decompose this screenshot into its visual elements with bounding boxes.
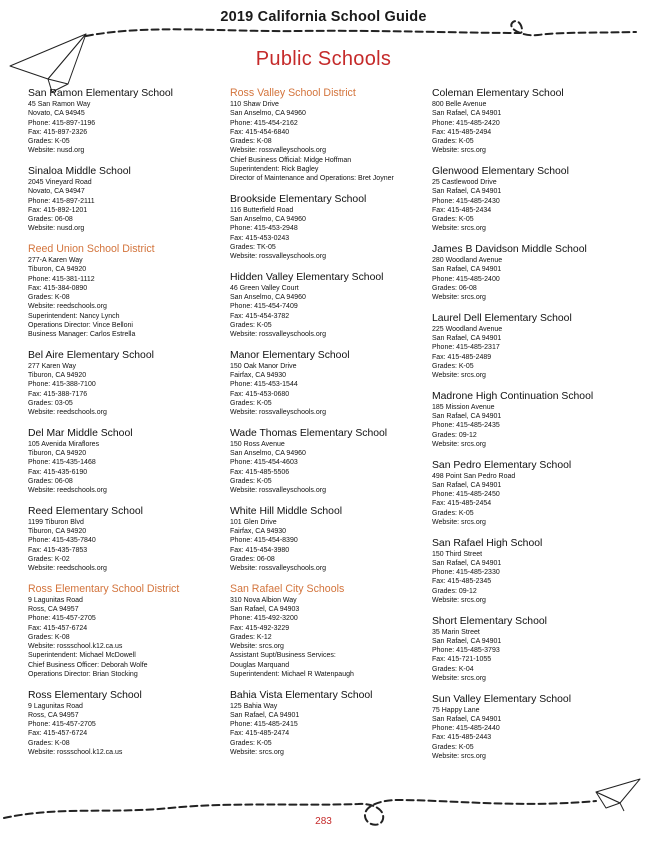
entry-detail-line: San Rafael, CA 94901 xyxy=(432,559,502,567)
district-entry xyxy=(230,87,435,183)
entry-detail-line: Fax: 415-485-2345 xyxy=(432,578,492,586)
entry-detail-line: 2045 Vineyard Road xyxy=(28,179,92,186)
school-name: Laurel Dell Elementary School xyxy=(432,312,572,324)
entry-detail-line: Grades: 06-08 xyxy=(230,555,275,563)
entry-detail-line: Phone: 415-453-1544 xyxy=(230,381,298,389)
entry-detail-line: Phone: 415-485-2435 xyxy=(432,422,500,430)
entry-detail-line: Chief Business Official: Midge Hoffman xyxy=(230,156,352,164)
entry-detail-line: San Rafael, CA 94901 xyxy=(432,266,502,274)
entry-detail-line: Grades: K-08 xyxy=(28,633,70,641)
entry-detail-line: Grades: K-05 xyxy=(432,362,474,370)
entry-detail-line: Fax: 415-384-0890 xyxy=(28,284,88,292)
school-entry xyxy=(432,693,637,762)
district-name: Reed Union School District xyxy=(28,243,155,255)
entry-detail-line: 9 Lagunitas Road xyxy=(28,702,83,710)
entry-detail-line: Fax: 415-453-0243 xyxy=(230,234,290,242)
entry-detail-line: Grades: K-05 xyxy=(230,399,272,407)
entry-detail-line: Ross, CA 94957 xyxy=(28,606,79,613)
entry-detail-line: Website: srcs.org xyxy=(432,596,486,604)
entry-detail-line: Fax: 415-454-3782 xyxy=(230,312,290,320)
entry-detail-line: 150 Oak Manor Drive xyxy=(230,362,297,370)
school-entry xyxy=(28,87,233,156)
entry-detail-line: Phone: 415-897-1196 xyxy=(28,119,96,127)
entry-detail-line: Director of Maintenance and Operations: Bret Joyner xyxy=(230,175,394,182)
entry-detail-line: San Rafael, CA 94901 xyxy=(432,481,502,489)
entry-detail-line: 75 Happy Lane xyxy=(432,706,480,714)
entry-detail-line: San Rafael, CA 94901 xyxy=(432,335,502,342)
entry-detail-line: Grades: K-05 xyxy=(432,138,474,145)
guide-title: 2019 California School Guide xyxy=(220,9,427,25)
entry-detail-line: Novato, CA 94947 xyxy=(28,188,85,196)
entry-detail-line: Phone: 415-485-3793 xyxy=(432,647,500,654)
entry-detail-line: Website: srcs.org xyxy=(230,748,284,756)
entry-detail-line: Website: srcs.org xyxy=(432,674,486,682)
entry-detail-line: Website: reedschools.org xyxy=(28,409,107,416)
entry-detail-line: San Anselmo, CA 94960 xyxy=(230,294,306,301)
school-name: White Hill Middle School xyxy=(230,505,343,517)
entry-detail-line: 277-A Karen Way xyxy=(28,257,83,264)
entry-detail-line: Superintendent: Michael R Watenpaugh xyxy=(230,670,354,678)
entry-detail-line: Tiburon, CA 94920 xyxy=(28,266,87,274)
directory-column-3 xyxy=(432,87,637,771)
entry-detail-line: Phone: 415-485-2400 xyxy=(432,275,500,283)
entry-detail-line: Tiburon, CA 94920 xyxy=(28,528,87,535)
entry-detail-line: Grades: K-05 xyxy=(432,743,474,751)
entry-detail-line: Website: rossvalleyschools.org xyxy=(230,565,326,572)
school-name: Short Elementary School xyxy=(432,615,547,627)
entry-detail-line: Grades: 06-08 xyxy=(28,477,73,485)
entry-detail-line: Website: rossschool.k12.ca.us xyxy=(28,748,123,756)
entry-detail-line: Fax: 415-435-6190 xyxy=(28,468,88,476)
entry-detail-line: Fax: 415-485-2474 xyxy=(230,730,290,738)
entry-detail-line: Grades: 06-08 xyxy=(432,284,477,292)
school-entry xyxy=(432,459,637,528)
entry-detail-line: 280 Woodland Avenue xyxy=(432,257,503,264)
entry-detail-line: Website: rossvalleyschools.org xyxy=(230,147,326,155)
entry-detail-line: Website: srcs.org xyxy=(432,225,486,233)
school-name: James B Davidson Middle School xyxy=(432,244,587,255)
entry-detail-line: Fax: 415-457-6724 xyxy=(28,730,88,738)
entry-detail-line: San Rafael, CA 94903 xyxy=(230,606,300,613)
school-name: San Rafael High School xyxy=(432,537,543,549)
school-entry xyxy=(432,243,637,302)
entry-detail-line: Grades: K-08 xyxy=(28,294,70,301)
entry-detail-line: Phone: 415-454-8390 xyxy=(230,537,298,545)
page-number: 283 xyxy=(315,816,332,827)
entry-detail-line: San Rafael, CA 94901 xyxy=(432,637,502,645)
entry-detail-line: Grades: K-05 xyxy=(432,216,474,223)
school-entry xyxy=(432,312,637,381)
entry-detail-line: Grades: 09-12 xyxy=(432,587,477,595)
school-name: Sun Valley Elementary School xyxy=(432,693,571,705)
school-name: Bahia Vista Elementary School xyxy=(230,689,373,701)
entry-detail-line: 25 Castlewood Drive xyxy=(432,179,497,186)
entry-detail-line: Phone: 415-435-7840 xyxy=(28,537,96,545)
entry-detail-line: Website: srcs.org xyxy=(432,294,486,301)
school-entry xyxy=(230,349,435,418)
entry-detail-line: Phone: 415-454-4603 xyxy=(230,459,298,467)
entry-detail-line: 9 Lagunitas Road xyxy=(28,596,83,604)
entry-detail-line: Website: rossvalleyschools.org xyxy=(230,409,326,416)
school-entry xyxy=(432,165,637,234)
entry-detail-line: Phone: 415-492-3200 xyxy=(230,615,298,623)
district-name: San Rafael City Schools xyxy=(230,582,345,595)
entry-detail-line: San Anselmo, CA 94960 xyxy=(230,216,306,223)
entry-detail-line: Phone: 415-485-2330 xyxy=(432,569,500,576)
entry-detail-line: Fax: 415-485-2454 xyxy=(432,500,492,508)
entry-detail-line: Fax: 415-897-2326 xyxy=(28,128,88,136)
entry-detail-line: 1199 Tiburon Blvd xyxy=(28,518,84,526)
entry-detail-line: Website: nusd.org xyxy=(28,225,85,233)
entry-detail-line: Website: srcs.org xyxy=(432,147,486,155)
school-entry xyxy=(28,505,233,574)
school-entry xyxy=(28,427,233,496)
entry-detail-line: Grades: TK-05 xyxy=(230,243,276,251)
entry-detail-line: Phone: 415-381-1112 xyxy=(28,275,95,283)
entry-detail-line: Business Manager: Carlos Estrella xyxy=(28,331,136,338)
school-entry xyxy=(28,689,233,758)
entry-detail-line: Operations Director: Brian Stocking xyxy=(28,670,138,678)
school-name: Ross Elementary School xyxy=(28,689,142,701)
entry-detail-line: Fax: 415-435-7853 xyxy=(28,546,88,554)
entry-detail-line: Website: srcs.org xyxy=(432,372,486,379)
entry-detail-line: 46 Green Valley Court xyxy=(230,284,299,292)
entry-detail-line: Phone: 415-485-2415 xyxy=(230,721,298,728)
entry-detail-line: Grades: K-05 xyxy=(432,509,474,517)
entry-detail-line: Phone: 415-897-2111 xyxy=(28,197,95,205)
entry-detail-line: 185 Mission Avenue xyxy=(432,403,495,411)
school-entry xyxy=(432,537,637,606)
entry-detail-line: Phone: 415-485-2420 xyxy=(432,119,500,127)
entry-detail-line: Grades: K-04 xyxy=(432,665,474,673)
entry-detail-line: Tiburon, CA 94920 xyxy=(28,372,87,379)
entry-detail-line: Superintendent: Rick Bagley xyxy=(230,165,319,173)
entry-detail-line: Phone: 415-454-2162 xyxy=(230,119,298,127)
entry-detail-line: Ross, CA 94957 xyxy=(28,711,79,719)
entry-detail-line: Grades: K-05 xyxy=(230,321,272,329)
district-entry xyxy=(230,583,435,679)
entry-detail-line: Fax: 415-454-6840 xyxy=(230,128,290,136)
entry-detail-line: Fax: 415-492-3229 xyxy=(230,624,290,632)
school-name: Coleman Elementary School xyxy=(432,88,564,99)
entry-detail-line: Fairfax, CA 94930 xyxy=(230,528,287,535)
entry-detail-line: Grades: K-05 xyxy=(230,739,272,747)
entry-detail-line: 150 Ross Avenue xyxy=(230,440,285,448)
entry-detail-line: Phone: 415-388-7100 xyxy=(28,381,96,389)
entry-detail-line: Tiburon, CA 94920 xyxy=(28,450,87,457)
entry-detail-line: Website: rossvalleyschools.org xyxy=(230,331,326,338)
entry-detail-line: Grades: K-08 xyxy=(230,138,272,145)
entry-detail-line: Website: reedschools.org xyxy=(28,565,107,572)
entry-detail-line: 277 Karen Way xyxy=(28,362,76,370)
school-entry xyxy=(230,689,435,758)
entry-detail-line: Fax: 415-485-2434 xyxy=(432,206,492,214)
entry-detail-line: Phone: 415-485-2440 xyxy=(432,725,500,732)
entry-detail-line: Phone: 415-485-2430 xyxy=(432,197,500,205)
entry-detail-line: Fax: 415-457-6724 xyxy=(28,624,88,632)
entry-detail-line: 45 San Ramon Way xyxy=(28,101,91,108)
school-entry xyxy=(28,165,233,234)
school-name: Manor Elementary School xyxy=(230,349,350,361)
entry-detail-line: Website: srcs.org xyxy=(230,643,284,650)
entry-detail-line: San Rafael, CA 94901 xyxy=(432,188,502,196)
entry-detail-line: 225 Woodland Avenue xyxy=(432,325,503,333)
school-entry xyxy=(432,615,637,684)
school-entry xyxy=(432,390,637,449)
school-entry xyxy=(432,87,637,156)
entry-detail-line: Novato, CA 94945 xyxy=(28,110,85,118)
entry-detail-line: 105 Avenida Miraflores xyxy=(28,440,100,448)
district-name: Ross Valley School District xyxy=(230,87,356,99)
school-name: San Pedro Elementary School xyxy=(432,459,572,471)
entry-detail-line: Fax: 415-721-1055 xyxy=(432,656,492,664)
school-name: Reed Elementary School xyxy=(28,505,143,517)
entry-detail-line: Fax: 415-892-1201 xyxy=(28,206,88,214)
entry-detail-line: Douglas Marquand xyxy=(230,661,290,669)
entry-detail-line: San Rafael, CA 94901 xyxy=(432,413,502,420)
entry-detail-line: 116 Butterfield Road xyxy=(230,206,294,214)
entry-detail-line: Phone: 415-435-1468 xyxy=(28,459,96,467)
entry-detail-line: Fax: 415-485-5506 xyxy=(230,468,290,476)
entry-detail-line: 110 Shaw Drive xyxy=(230,101,279,108)
entry-detail-line: Website: rossvalleyschools.org xyxy=(230,487,326,494)
entry-detail-line: Chief Business Officer: Deborah Wolfe xyxy=(28,661,148,669)
entry-detail-line: Fax: 415-485-2443 xyxy=(432,734,492,742)
school-entry xyxy=(230,271,435,340)
entry-detail-line: Website: reedschools.org xyxy=(28,303,107,311)
entry-detail-line: Assistant Supt/Business Services: xyxy=(230,652,336,660)
entry-detail-line: Grades: K-05 xyxy=(230,477,272,485)
entry-detail-line: Website: srcs.org xyxy=(432,518,486,526)
entry-detail-line: San Rafael, CA 94901 xyxy=(432,715,502,723)
entry-detail-line: Website: rossvalleyschools.org xyxy=(230,253,326,260)
section-title: Public Schools xyxy=(255,48,392,70)
entry-detail-line: Fax: 415-453-0680 xyxy=(230,390,290,398)
entry-detail-line: 310 Nova Albion Way xyxy=(230,596,297,604)
entry-detail-line: Grades: K-05 xyxy=(28,138,70,145)
entry-detail-line: Website: srcs.org xyxy=(432,440,486,448)
entry-detail-line: San Rafael, CA 94901 xyxy=(432,110,502,118)
entry-detail-line: 125 Bahia Way xyxy=(230,702,278,710)
entry-detail-line: Grades: K-08 xyxy=(28,739,70,747)
entry-detail-line: Operations Director: Vince Belloni xyxy=(28,321,133,329)
entry-detail-line: Phone: 415-454-7409 xyxy=(230,303,298,311)
school-name: Bel Aire Elementary School xyxy=(28,349,154,361)
school-entry xyxy=(230,505,435,574)
school-name: Brookside Elementary School xyxy=(230,193,367,205)
school-entry xyxy=(230,427,435,496)
school-name: Del Mar Middle School xyxy=(28,427,133,439)
entry-detail-line: Website: nusd.org xyxy=(28,147,85,155)
entry-detail-line: 35 Marin Street xyxy=(432,628,480,636)
entry-detail-line: 800 Belle Avenue xyxy=(432,101,487,108)
entry-detail-line: Fax: 415-485-2489 xyxy=(432,353,492,361)
entry-detail-line: San Rafael, CA 94901 xyxy=(230,711,300,719)
entry-detail-line: Grades: K-12 xyxy=(230,633,272,641)
entry-detail-line: San Anselmo, CA 94960 xyxy=(230,450,306,457)
entry-detail-line: Fax: 415-485-2494 xyxy=(432,128,492,136)
entry-detail-line: 101 Glen Drive xyxy=(230,518,277,526)
entry-detail-line: Fax: 415-388-7176 xyxy=(28,390,88,398)
entry-detail-line: Fairfax, CA 94930 xyxy=(230,372,287,379)
paper-airplane-icon xyxy=(596,779,640,811)
entry-detail-line: 498 Point San Pedro Road xyxy=(432,472,516,480)
entry-detail-line: Fax: 415-454-3980 xyxy=(230,546,290,554)
directory-column-2 xyxy=(230,87,435,767)
school-name: San Ramon Elementary School xyxy=(28,88,173,99)
entry-detail-line: Phone: 415-457-2705 xyxy=(28,721,96,728)
school-entry xyxy=(28,349,233,418)
entry-detail-line: Website: reedschools.org xyxy=(28,487,107,494)
entry-detail-line: 150 Third Street xyxy=(432,550,483,558)
school-name: Hidden Valley Elementary School xyxy=(230,271,384,283)
entry-detail-line: Superintendent: Nancy Lynch xyxy=(28,312,120,320)
district-entry xyxy=(28,243,233,339)
directory-column-1 xyxy=(28,87,233,767)
school-entry xyxy=(230,193,435,262)
entry-detail-line: Phone: 415-453-2948 xyxy=(230,225,298,233)
school-name: Glenwood Elementary School xyxy=(432,166,569,177)
school-name: Wade Thomas Elementary School xyxy=(230,427,388,439)
entry-detail-line: Phone: 415-485-2450 xyxy=(432,491,500,498)
school-name: Sinaloa Middle School xyxy=(28,166,131,177)
district-name: Ross Elementary School District xyxy=(28,582,180,595)
entry-detail-line: Phone: 415-457-2705 xyxy=(28,615,96,623)
entry-detail-line: Grades: 09-12 xyxy=(432,431,477,439)
school-name: Madrone High Continuation School xyxy=(432,390,594,402)
entry-detail-line: Website: rossschool.k12.ca.us xyxy=(28,643,123,650)
entry-detail-line: Website: srcs.org xyxy=(432,752,486,760)
district-entry xyxy=(28,583,233,679)
entry-detail-line: San Anselmo, CA 94960 xyxy=(230,110,306,118)
entry-detail-line: Superintendent: Michael McDowell xyxy=(28,652,136,660)
entry-detail-line: Grades: K-02 xyxy=(28,555,70,563)
entry-detail-line: Grades: 06-08 xyxy=(28,216,73,223)
entry-detail-line: Phone: 415-485-2317 xyxy=(432,344,500,352)
entry-detail-line: Grades: 03-05 xyxy=(28,399,73,407)
